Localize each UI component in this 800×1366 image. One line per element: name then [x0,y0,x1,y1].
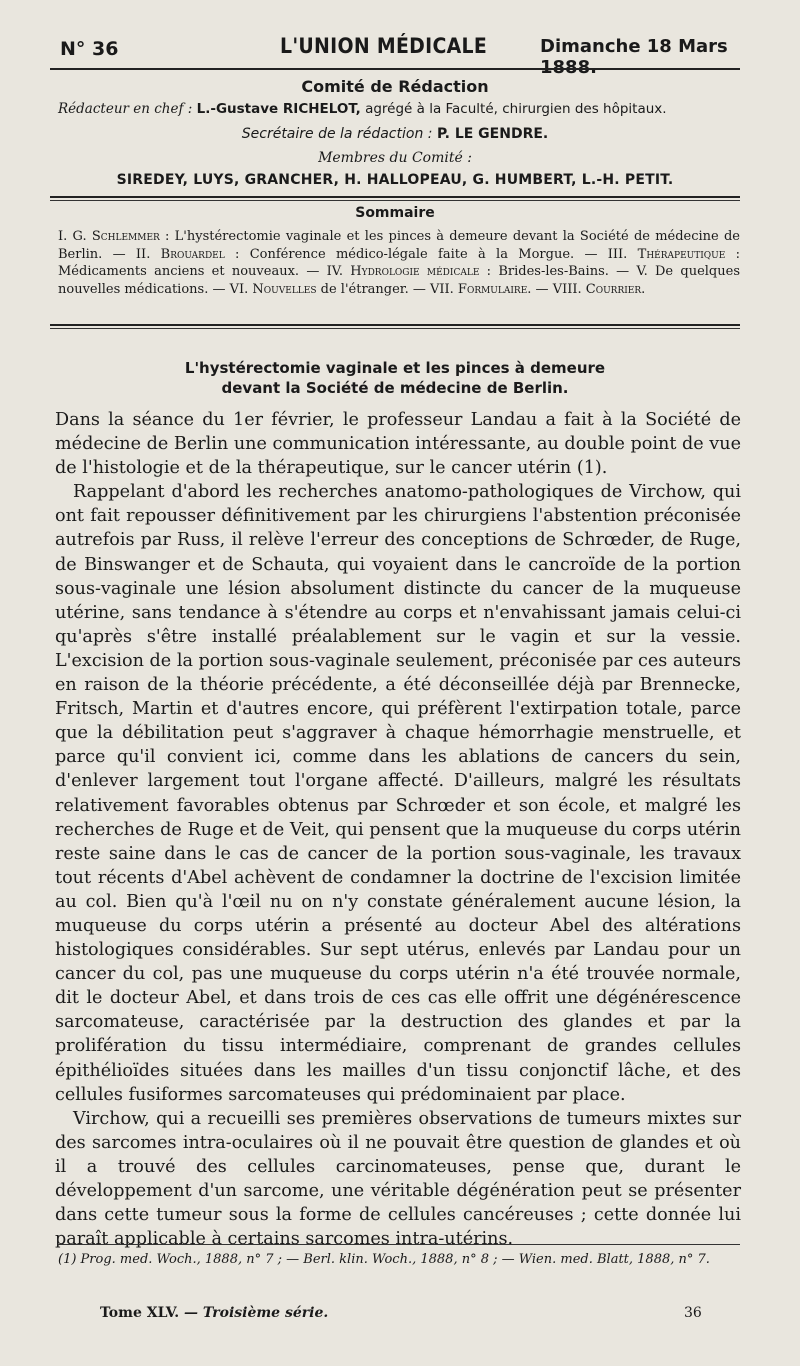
summary-rule [50,324,740,326]
members-list: SIREDEY, LUYS, GRANCHER, H. HALLOPEAU, G. HUMBERT, L.-H. PETIT. [116,172,674,188]
summary-item: VII. Formulaire. — [429,281,553,297]
summary-rule-2 [50,328,740,329]
editor-line [58,101,748,117]
header-rule [50,68,740,70]
series: — Troisième série. [183,1305,329,1321]
secretary-label: Secrétaire de la rédaction : [241,126,433,142]
volume-line [100,1305,328,1321]
paragraph: Rappelant d'abord les recherches anatomo-pathologiques de Virchow, qui ont fait repousser définitivement par les chirurgiens l'abstention préconisée autrefois par Russ, il relève l'erreur des conceptions de Schrœder, de Ruge, de Binswanger et de Schauta, qui voyaient dans le cancroïde de la portion sous-vaginale une lésion absolument distincte du cancer de la muqueuse utérine, sans tendance à s'étendre au corps et n'envahissant jamais celui-ci qu'après s'être installé préalablement sur le vagin et sur la vessie. L'excision de la portion sous-vaginale seulement, préconisée par ces auteurs en raison de la théorie précédente, a été déconseillée déjà par Brennecke, Fritsch, Martin et d'autres encore, qui préfèrent l'extirpation totale, parce que la débilitation peut s'aggraver à chaque hémorrhagie menstruelle, et parce qu'il convient ici, comme dans les ablations de cancers du sein, d'enlever largement tout l'organe affecté. D'ailleurs, malgré les résultats relativement favorables obtenus par Schrœder et son école, et malgré les recherches de Ruge et de Veit, qui pensent que la muqueuse du corps utérin reste saine dans le cas de cancer de la portion sous-vaginale, les travaux tout récents d'Abel achèvent de condamner la doctrine de l'excision limitée au col. Bien qu'à l'œil nu on n'y constate généralement aucune lésion, la muqueuse du corps utérin a présenté au docteur Abel des altérations histologiques considérables. Sur sept utérus, enlevés par Landau pour un cancer du col, pas une muqueuse du corps utérin n'a été trouvée normale, dit le docteur Abel, et dans trois de ces cas elle offrit une dégénérescence sarcomateuse, caractérisée par la destruction des glandes et par la prolifération du tissu intermédiaire, comprenant de grandes cellules épithélioïdes situées dans les mailles d'un tissu conjonctif lâche, et des cellules fusiformes sarcomateuses qui prédominaient par place. [55,482,741,1105]
summary-item: IV. Hydrologie médicale : Brides-les-Bains. — [326,264,637,280]
page-number: 36 [684,1305,702,1321]
secretary-line [50,126,740,142]
issue-date: Dimanche 18 Mars 1888. [540,36,728,78]
article-title-line-1: L'hystérectomie vaginale et les pinces à demeure [184,359,606,377]
editor-label: Rédacteur en chef : [58,101,193,117]
summary-item: II. Brouardel : Conférence médico-légale faite à la Morgue. — [135,246,608,262]
summary-item: VI. Nouvelles de l'étranger. — [229,281,430,297]
summary-title: Sommaire [355,205,435,221]
article-title [50,358,740,398]
committee-title: Comité de Rédaction [301,77,489,96]
members-label: Membres du Comité : [318,150,472,166]
footnote-rule [58,1244,740,1245]
journal-title: L'UNION MÉDICALE [280,34,488,58]
footnote: (1) Prog. med. Woch., 1888, n° 7 ; — Berl. klin. Woch., 1888, n° 8 ; — Wien. med. Blatt, 1888, n° 7. [58,1252,710,1267]
summary-item: I. G. Schlemmer : L'hystérectomie vaginale et les pinces à demeure devant la Société de médecine de Berlin. — [58,229,740,262]
committee-rule-2 [50,200,740,201]
page-header [60,30,740,78]
summary-item: III. Thérapeutique : Médicaments anciens et nouveaux. — [58,246,741,280]
summary-item: VIII. Courrier. [552,281,646,297]
issue-number: N° 36 [60,38,119,60]
committee-rule [50,196,740,198]
summary-item: V. De quelques nouvelles médications. — [58,264,740,297]
volume: Tome XLV. [100,1305,180,1321]
paragraph: Virchow, qui a recueilli ses premières observations de tumeurs mixtes sur des sarcomes intra-oculaires où il ne pouvait être question de glandes et où il a trouvé des cellules carcinomateuses, pense que, durant le développement d'un sarcome, une véritable dégénération peut se présenter dans cette tumeur sous la forme de cellules cancéreuses ; cette donnée lui paraît applicable à certains sarcomes intra-utérins. [55,1108,741,1250]
paragraph: Dans la séance du 1er février, le professeur Landau a fait à la Société de médecine de Berlin une communication intéressante, au double point de vue de l'histologie et de la thérapeutique, sur le cancer utérin (1). [55,410,741,479]
article-title-line-2: devant la Société de médecine de Berlin. [221,379,569,397]
editor-desc: agrégé à la Faculté, chirurgien des hôpitaux. [365,101,667,117]
secretary-name: P. LE GENDRE. [436,126,549,142]
editor-name: L.-Gustave RICHELOT, [196,101,361,117]
article-body [55,408,741,1251]
summary-block [58,228,740,298]
